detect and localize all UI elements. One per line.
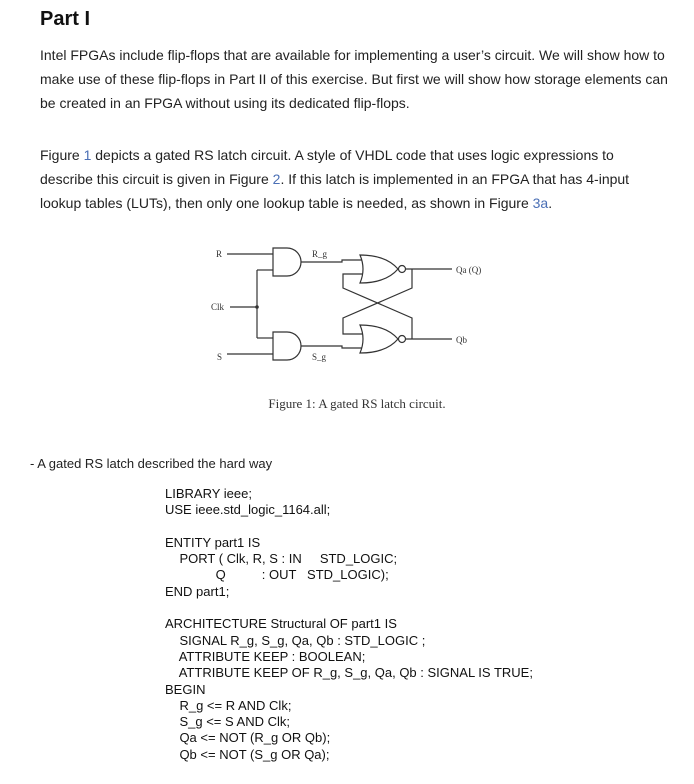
gated-rs-latch-diagram [190, 238, 510, 373]
output-label-qa: Qa (Q) [456, 265, 482, 275]
code-line: R_g <= R AND Clk; [165, 697, 292, 713]
code-line [165, 519, 533, 535]
paragraph-text: Figure [40, 147, 84, 163]
code-line: END part1; [165, 583, 230, 599]
code-line: BEGIN [165, 681, 206, 697]
code-line: ATTRIBUTE KEEP : BOOLEAN; [165, 648, 366, 664]
figure-3a-link[interactable]: 3a [532, 195, 549, 211]
code-line: SIGNAL R_g, S_g, Qa, Qb : STD_LOGIC ; [165, 632, 426, 648]
nor-bubble-bottom [399, 336, 406, 343]
page-title: Part I [40, 8, 91, 30]
figure-1-link[interactable]: 1 [83, 147, 92, 163]
code-line: ENTITY part1 IS [165, 534, 261, 550]
output-label-qb: Qb [456, 335, 467, 345]
and-gate-s [273, 332, 301, 360]
code-line: PORT ( Clk, R, S : IN STD_LOGIC; [165, 551, 398, 567]
code-line: Qa <= NOT (R_g OR Qb); [165, 730, 331, 746]
code-line: LIBRARY ieee; [165, 486, 252, 501]
code-line: ATTRIBUTE KEEP OF R_g, S_g, Qa, Qb : SIGNAL IS TRUE; [165, 665, 533, 681]
signal-label-rg: R_g [312, 249, 328, 259]
paragraph-text: . [548, 195, 553, 211]
and-gate-r [273, 248, 301, 276]
figure-2-link[interactable]: 2 [272, 171, 281, 187]
intro-paragraph: Intel FPGAs include flip-flops that are available for implementing a user’s circuit. We will show how to make use of these flip-flops in Part II of this exercise. But first we will show how storage elements can be created in an FPGA without using its dedicated flip-flops. [40, 47, 668, 111]
figure-caption-wrap [0, 396, 694, 412]
code-line: S_g <= S AND Clk; [165, 714, 290, 730]
code-section-heading: - A gated RS latch described the hard way [30, 456, 273, 471]
code-line [165, 600, 533, 616]
input-label-s: S [216, 352, 222, 362]
vhdl-code-block [165, 486, 533, 763]
code-line: ARCHITECTURE Structural OF part1 IS [165, 616, 397, 632]
code-line: USE ieee.std_logic_1164.all; [165, 502, 331, 518]
nor-bubble-top [399, 266, 406, 273]
figure-caption: Figure 1: A gated RS latch circuit. [268, 396, 446, 411]
paragraph-text: . If this latch is implemented in an FPGA that has 4-input lookup tables (LUTs), then only one lookup table is needed, as shown in Figure [40, 171, 630, 211]
paragraph-text: depicts a gated RS latch circuit. A style of VHDL code that uses logic expressions to describe this circuit is given in Figure [40, 147, 614, 187]
input-label-r: R [215, 249, 222, 259]
figure-description-paragraph [40, 143, 670, 215]
code-line: Qb <= NOT (S_g OR Qa); [165, 746, 330, 762]
signal-label-sg: S_g [312, 352, 327, 362]
code-line: Q : OUT STD_LOGIC); [165, 567, 389, 583]
nor-gate-top [360, 255, 398, 283]
input-label-clk: Clk [210, 302, 224, 312]
nor-gate-bottom [360, 325, 398, 353]
